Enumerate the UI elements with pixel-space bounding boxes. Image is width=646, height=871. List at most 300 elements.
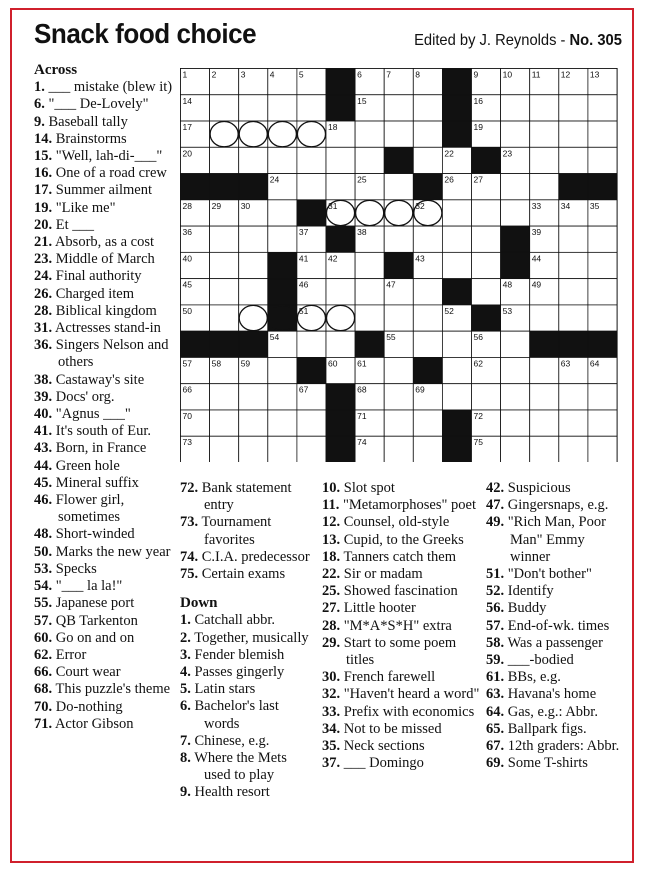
grid-cell[interactable] bbox=[210, 410, 239, 436]
clue bbox=[34, 423, 176, 440]
grid-cell[interactable] bbox=[239, 226, 268, 252]
cell-number: 57 bbox=[182, 358, 192, 369]
clue bbox=[34, 234, 176, 251]
clue-number: 65. bbox=[486, 720, 505, 737]
clue bbox=[322, 514, 482, 531]
grid-cell[interactable] bbox=[501, 174, 530, 200]
clue bbox=[34, 337, 176, 371]
grid-cell[interactable] bbox=[268, 410, 297, 436]
grid-cell[interactable] bbox=[501, 384, 530, 410]
clue-text: Absorb, as a cost bbox=[52, 234, 155, 251]
grid-cell[interactable] bbox=[355, 305, 384, 331]
clue-number: 74. bbox=[180, 548, 199, 565]
grid-cell[interactable] bbox=[297, 410, 326, 436]
black-square bbox=[501, 226, 530, 252]
grid-cell[interactable] bbox=[559, 95, 588, 121]
cell-number: 74 bbox=[357, 437, 367, 448]
cell-number: 51 bbox=[298, 305, 309, 316]
grid-cell[interactable] bbox=[588, 384, 617, 410]
grid-cell[interactable] bbox=[588, 252, 617, 278]
cell-number: 33 bbox=[531, 200, 542, 211]
clue-text: Some T-shirts bbox=[504, 755, 588, 772]
clue-text: Brainstorms bbox=[52, 130, 127, 147]
clue-text: Slot spot bbox=[340, 480, 395, 496]
grid-cell[interactable] bbox=[472, 200, 501, 226]
across-clue-list bbox=[34, 62, 176, 733]
clue bbox=[34, 79, 176, 96]
cell-number: 68 bbox=[357, 384, 367, 395]
grid-cell[interactable] bbox=[210, 305, 239, 331]
clue-number: 58. bbox=[486, 634, 505, 651]
grid-cell[interactable] bbox=[239, 95, 268, 121]
clue bbox=[34, 492, 176, 526]
clue bbox=[34, 165, 176, 182]
clue-text: "___ la la!" bbox=[52, 578, 123, 595]
grid-cell[interactable] bbox=[588, 147, 617, 173]
grid-cell[interactable] bbox=[442, 200, 471, 226]
clue-number: 37. bbox=[322, 755, 341, 772]
grid-cell[interactable] bbox=[384, 357, 413, 383]
grid-cell[interactable] bbox=[384, 226, 413, 252]
crossword-grid[interactable] bbox=[180, 68, 618, 462]
clue-number: 35. bbox=[322, 738, 341, 755]
grid-cell[interactable] bbox=[588, 121, 617, 147]
grid-cell[interactable] bbox=[239, 252, 268, 278]
clue-number: 7. bbox=[180, 732, 191, 749]
grid-cell[interactable] bbox=[239, 384, 268, 410]
clue-number: 49. bbox=[486, 514, 505, 531]
clue-number: 28. bbox=[322, 617, 341, 634]
grid-cell[interactable] bbox=[559, 147, 588, 173]
clue-text: Sir or madam bbox=[340, 566, 423, 583]
clue-text: Final authority bbox=[52, 268, 142, 285]
cell-number: 8 bbox=[415, 69, 421, 80]
clue-text: ___-bodied bbox=[504, 652, 574, 669]
clue bbox=[486, 686, 622, 703]
grid-cell[interactable] bbox=[530, 410, 559, 436]
clue-text: Counsel, old-style bbox=[340, 514, 450, 531]
clue-text: Et ___ bbox=[52, 216, 95, 233]
clue-text: Showed fascination bbox=[340, 583, 458, 600]
clue-text: Green hole bbox=[52, 457, 120, 474]
black-square bbox=[326, 95, 355, 121]
black-square bbox=[297, 200, 326, 226]
cell-number: 69 bbox=[415, 384, 425, 395]
clue-text: Prefix with economics bbox=[340, 703, 475, 720]
clue-number: 15. bbox=[34, 148, 53, 165]
cell-number: 62 bbox=[473, 358, 483, 369]
clue-text: Not to be missed bbox=[340, 720, 442, 737]
clue-number: 33. bbox=[322, 703, 341, 720]
clue bbox=[322, 600, 482, 617]
grid-cell[interactable] bbox=[268, 147, 297, 173]
grid-cell[interactable] bbox=[384, 174, 413, 200]
grid-cell[interactable] bbox=[530, 384, 559, 410]
clue-text: Tanners catch them bbox=[340, 548, 457, 565]
grid-cell[interactable] bbox=[384, 436, 413, 462]
grid-cell[interactable] bbox=[559, 384, 588, 410]
cell-number: 75 bbox=[473, 437, 483, 448]
clue-text: Do-nothing bbox=[52, 698, 123, 715]
grid-cell[interactable] bbox=[210, 252, 239, 278]
grid-cell[interactable] bbox=[501, 410, 530, 436]
clue-number: 56. bbox=[486, 600, 505, 617]
clue-number: 20. bbox=[34, 216, 53, 233]
clue-text: Summer ailment bbox=[52, 182, 152, 199]
clue-number: 57. bbox=[34, 612, 53, 629]
grid-cell[interactable] bbox=[472, 252, 501, 278]
clue bbox=[486, 704, 622, 721]
grid-cell[interactable] bbox=[413, 331, 442, 357]
cell-number: 60 bbox=[328, 358, 338, 369]
grid-cell[interactable] bbox=[297, 147, 326, 173]
clue bbox=[180, 733, 312, 750]
grid-cell[interactable] bbox=[530, 121, 559, 147]
clue bbox=[34, 286, 176, 303]
grid-cell[interactable] bbox=[355, 147, 384, 173]
grid-cell[interactable] bbox=[268, 200, 297, 226]
grid-cell[interactable] bbox=[442, 384, 471, 410]
black-square bbox=[588, 174, 617, 200]
grid-cell[interactable] bbox=[559, 279, 588, 305]
black-square bbox=[442, 279, 471, 305]
cell-number: 73 bbox=[182, 437, 192, 448]
grid-cell[interactable] bbox=[588, 95, 617, 121]
clue bbox=[180, 750, 312, 784]
grid-cell[interactable] bbox=[384, 410, 413, 436]
cell-number: 28 bbox=[182, 200, 192, 211]
clue-text: Health resort bbox=[190, 784, 270, 801]
grid-cell[interactable] bbox=[588, 279, 617, 305]
grid-cell[interactable] bbox=[588, 410, 617, 436]
grid-cell[interactable] bbox=[297, 331, 326, 357]
black-square bbox=[210, 331, 239, 357]
black-square bbox=[559, 174, 588, 200]
clue-text: "Rich Man, Poor Man" Emmy winner bbox=[504, 514, 606, 565]
grid-cell[interactable] bbox=[413, 305, 442, 331]
clue bbox=[486, 480, 622, 497]
grid-cell[interactable] bbox=[442, 226, 471, 252]
grid-cell[interactable] bbox=[413, 279, 442, 305]
clue bbox=[180, 784, 312, 801]
clue-number: 24. bbox=[34, 268, 53, 285]
clue bbox=[34, 217, 176, 234]
grid-cell[interactable] bbox=[239, 436, 268, 462]
clue bbox=[34, 131, 176, 148]
clue-number: 60. bbox=[34, 629, 53, 646]
clue bbox=[34, 148, 176, 165]
cell-number: 54 bbox=[269, 332, 280, 343]
clue-number: 27. bbox=[322, 600, 341, 617]
black-square bbox=[268, 252, 297, 278]
clue-number: 52. bbox=[486, 583, 505, 600]
grid-cell[interactable] bbox=[326, 147, 355, 173]
grid-cell[interactable] bbox=[530, 174, 559, 200]
clue-number: 9. bbox=[180, 784, 191, 801]
clue-number: 10. bbox=[322, 480, 341, 496]
clue bbox=[34, 458, 176, 475]
cell-number: 36 bbox=[182, 227, 192, 238]
grid-cell[interactable] bbox=[239, 279, 268, 305]
grid-cell[interactable] bbox=[530, 95, 559, 121]
clue-number: 75. bbox=[180, 566, 199, 583]
clue-text: Flower girl, sometimes bbox=[52, 492, 125, 526]
clue bbox=[322, 583, 482, 600]
grid-cell[interactable] bbox=[326, 174, 355, 200]
grid-cell[interactable] bbox=[413, 121, 442, 147]
clue-text: 12th graders: Abbr. bbox=[504, 738, 620, 755]
grid-cell[interactable] bbox=[501, 436, 530, 462]
clue-text: "Haven't heard a word" bbox=[340, 686, 480, 703]
clue bbox=[180, 514, 312, 548]
black-square bbox=[268, 279, 297, 305]
cell-number: 10 bbox=[502, 69, 513, 80]
clue bbox=[34, 647, 176, 664]
clue-number: 11. bbox=[322, 497, 340, 514]
grid-cell[interactable] bbox=[588, 226, 617, 252]
grid-cell[interactable] bbox=[268, 384, 297, 410]
clue bbox=[322, 480, 482, 497]
grid-cell[interactable] bbox=[472, 384, 501, 410]
clue-number: 44. bbox=[34, 457, 53, 474]
clue-number: 59. bbox=[486, 652, 505, 669]
grid-cell[interactable] bbox=[588, 436, 617, 462]
cell-number: 39 bbox=[531, 227, 542, 238]
grid-cell[interactable] bbox=[442, 252, 471, 278]
grid-cell[interactable] bbox=[384, 305, 413, 331]
cell-number: 71 bbox=[357, 410, 367, 421]
grid-cell[interactable] bbox=[413, 147, 442, 173]
clue-number: 28. bbox=[34, 302, 53, 319]
clue bbox=[180, 480, 312, 514]
cell-number: 66 bbox=[182, 384, 192, 395]
grid-cell[interactable] bbox=[501, 95, 530, 121]
grid-cell[interactable] bbox=[559, 121, 588, 147]
clue bbox=[486, 514, 622, 566]
grid-cell[interactable] bbox=[297, 95, 326, 121]
clue-number: 70. bbox=[34, 698, 53, 715]
grid-cell[interactable] bbox=[297, 436, 326, 462]
black-square bbox=[501, 252, 530, 278]
grid-cell[interactable] bbox=[210, 147, 239, 173]
clue-text: Error bbox=[52, 646, 87, 663]
clue-text: Marks the new year bbox=[52, 543, 171, 560]
clue-number: 54. bbox=[34, 578, 53, 595]
grid-cell[interactable] bbox=[355, 279, 384, 305]
black-square bbox=[355, 331, 384, 357]
cell-number: 49 bbox=[531, 279, 542, 290]
black-square bbox=[384, 252, 413, 278]
clue-number: 73. bbox=[180, 514, 199, 531]
grid-cell[interactable] bbox=[442, 331, 471, 357]
clue-number: 66. bbox=[34, 664, 53, 681]
black-square bbox=[210, 174, 239, 200]
grid-cell[interactable] bbox=[268, 95, 297, 121]
clue-number: 5. bbox=[180, 681, 191, 698]
clue-number: 53. bbox=[34, 560, 53, 577]
puzzle-number: No. 305 bbox=[569, 32, 622, 49]
grid-cell[interactable] bbox=[413, 436, 442, 462]
grid-cell[interactable] bbox=[559, 226, 588, 252]
clue bbox=[34, 664, 176, 681]
grid-cell[interactable] bbox=[501, 357, 530, 383]
grid-cell[interactable] bbox=[210, 436, 239, 462]
clue bbox=[322, 704, 482, 721]
grid-cell[interactable] bbox=[530, 305, 559, 331]
grid-cell[interactable] bbox=[326, 279, 355, 305]
grid-cell[interactable] bbox=[210, 384, 239, 410]
clue-text: Ballpark figs. bbox=[504, 720, 587, 737]
grid-cell[interactable] bbox=[384, 95, 413, 121]
cell-number: 67 bbox=[298, 384, 309, 395]
clue bbox=[34, 303, 176, 320]
clue-number: 2. bbox=[180, 629, 191, 646]
clue-number: 8. bbox=[180, 750, 191, 767]
clue-text: Bank statement entry bbox=[198, 480, 292, 514]
black-square bbox=[239, 174, 268, 200]
grid-cell[interactable] bbox=[472, 226, 501, 252]
clue-text: Middle of March bbox=[52, 251, 155, 268]
grid-cell[interactable] bbox=[501, 200, 530, 226]
grid-cell[interactable] bbox=[384, 121, 413, 147]
cell-number: 52 bbox=[444, 305, 454, 316]
clue-text: Actor Gibson bbox=[52, 715, 134, 732]
grid-cell[interactable] bbox=[530, 357, 559, 383]
cell-number: 43 bbox=[415, 253, 425, 264]
clue-number: 43. bbox=[34, 440, 53, 457]
cell-number: 70 bbox=[182, 410, 192, 421]
clue bbox=[180, 698, 312, 732]
clue-number: 19. bbox=[34, 199, 53, 216]
grid-cell[interactable] bbox=[413, 95, 442, 121]
grid-cell[interactable] bbox=[268, 226, 297, 252]
clue bbox=[486, 600, 622, 617]
clue bbox=[322, 721, 482, 738]
grid-cell[interactable] bbox=[210, 279, 239, 305]
cell-number: 14 bbox=[182, 95, 192, 106]
grid-cell[interactable] bbox=[413, 410, 442, 436]
grid-cell[interactable] bbox=[210, 226, 239, 252]
clue bbox=[180, 630, 312, 647]
cell-number: 29 bbox=[211, 200, 222, 211]
clue-number: 3. bbox=[180, 646, 191, 663]
clue-text: Where the Mets used to play bbox=[190, 750, 287, 784]
clue-number: 32. bbox=[322, 686, 341, 703]
clue-number: 31. bbox=[34, 320, 53, 337]
clue-text: Castaway's site bbox=[52, 371, 145, 388]
grid-cell[interactable] bbox=[442, 357, 471, 383]
clue bbox=[34, 200, 176, 217]
grid-cell[interactable] bbox=[326, 331, 355, 357]
clue bbox=[322, 635, 482, 669]
clue bbox=[34, 96, 176, 113]
grid-cell[interactable] bbox=[530, 147, 559, 173]
clue bbox=[486, 618, 622, 635]
clue-number: 38. bbox=[34, 371, 53, 388]
clue-text: Actresses stand-in bbox=[52, 320, 161, 337]
grid-cell[interactable] bbox=[268, 436, 297, 462]
cell-number: 32 bbox=[415, 200, 425, 211]
clue-text: BBs, e.g. bbox=[504, 669, 561, 686]
cell-number: 42 bbox=[328, 253, 338, 264]
clue bbox=[34, 440, 176, 457]
cell-number: 47 bbox=[386, 279, 396, 290]
black-square bbox=[559, 331, 588, 357]
grid-cell[interactable] bbox=[297, 174, 326, 200]
grid-cell[interactable] bbox=[559, 252, 588, 278]
clue bbox=[34, 114, 176, 131]
clue-number: 12. bbox=[322, 514, 341, 531]
editor-name: Edited by J. Reynolds - bbox=[414, 32, 570, 49]
grid-cell[interactable] bbox=[355, 252, 384, 278]
clue-number: 46. bbox=[34, 492, 53, 509]
grid-cell[interactable] bbox=[501, 331, 530, 357]
grid-cell[interactable] bbox=[530, 436, 559, 462]
grid-cell[interactable] bbox=[210, 95, 239, 121]
grid-cell[interactable] bbox=[559, 410, 588, 436]
cell-number: 4 bbox=[269, 69, 275, 80]
cell-number: 23 bbox=[502, 148, 513, 159]
clue-number: 72. bbox=[180, 480, 199, 496]
cell-number: 46 bbox=[298, 279, 309, 290]
clue bbox=[34, 630, 176, 647]
clue-text: End-of-wk. times bbox=[504, 617, 610, 634]
clue-text: One of a road crew bbox=[52, 165, 167, 182]
clue-number: 17. bbox=[34, 182, 53, 199]
grid-cell[interactable] bbox=[355, 121, 384, 147]
clue-text: ___ mistake (blew it) bbox=[44, 79, 173, 96]
grid-cell[interactable] bbox=[268, 357, 297, 383]
cell-number: 9 bbox=[473, 69, 479, 80]
clue bbox=[322, 755, 482, 772]
black-square bbox=[181, 174, 210, 200]
black-square bbox=[326, 69, 355, 95]
cell-number: 26 bbox=[444, 174, 454, 185]
clue-text: QB Tarkenton bbox=[52, 612, 138, 629]
clue-number: 69. bbox=[486, 755, 505, 772]
black-square bbox=[413, 357, 442, 383]
clue bbox=[322, 618, 482, 635]
grid-cell[interactable] bbox=[413, 226, 442, 252]
black-square bbox=[181, 331, 210, 357]
grid-cell[interactable] bbox=[559, 305, 588, 331]
clue bbox=[322, 738, 482, 755]
cell-number: 34 bbox=[560, 200, 571, 211]
grid-cell[interactable] bbox=[472, 279, 501, 305]
cell-number: 6 bbox=[357, 69, 362, 80]
clue-number: 14. bbox=[34, 130, 53, 147]
clue-text: Havana's home bbox=[504, 686, 597, 703]
clue-text: Fender blemish bbox=[190, 646, 285, 663]
clue-text: Cupid, to the Greeks bbox=[340, 531, 464, 548]
clue bbox=[34, 475, 176, 492]
clue-number: 40. bbox=[34, 406, 53, 423]
grid-cell[interactable] bbox=[239, 147, 268, 173]
grid-cell[interactable] bbox=[239, 410, 268, 436]
clue-text: "Agnus ___" bbox=[52, 406, 131, 423]
grid-cell[interactable] bbox=[559, 436, 588, 462]
grid-cell[interactable] bbox=[501, 121, 530, 147]
cell-number: 20 bbox=[182, 148, 192, 159]
clue-number: 51. bbox=[486, 566, 505, 583]
grid-cell[interactable] bbox=[384, 384, 413, 410]
cell-number: 61 bbox=[357, 358, 367, 369]
clue-number: 45. bbox=[34, 474, 53, 491]
clue-text: Chinese, e.g. bbox=[190, 732, 270, 749]
grid-cell[interactable] bbox=[588, 305, 617, 331]
cell-number: 56 bbox=[473, 332, 483, 343]
clue-number: 61. bbox=[486, 669, 505, 686]
